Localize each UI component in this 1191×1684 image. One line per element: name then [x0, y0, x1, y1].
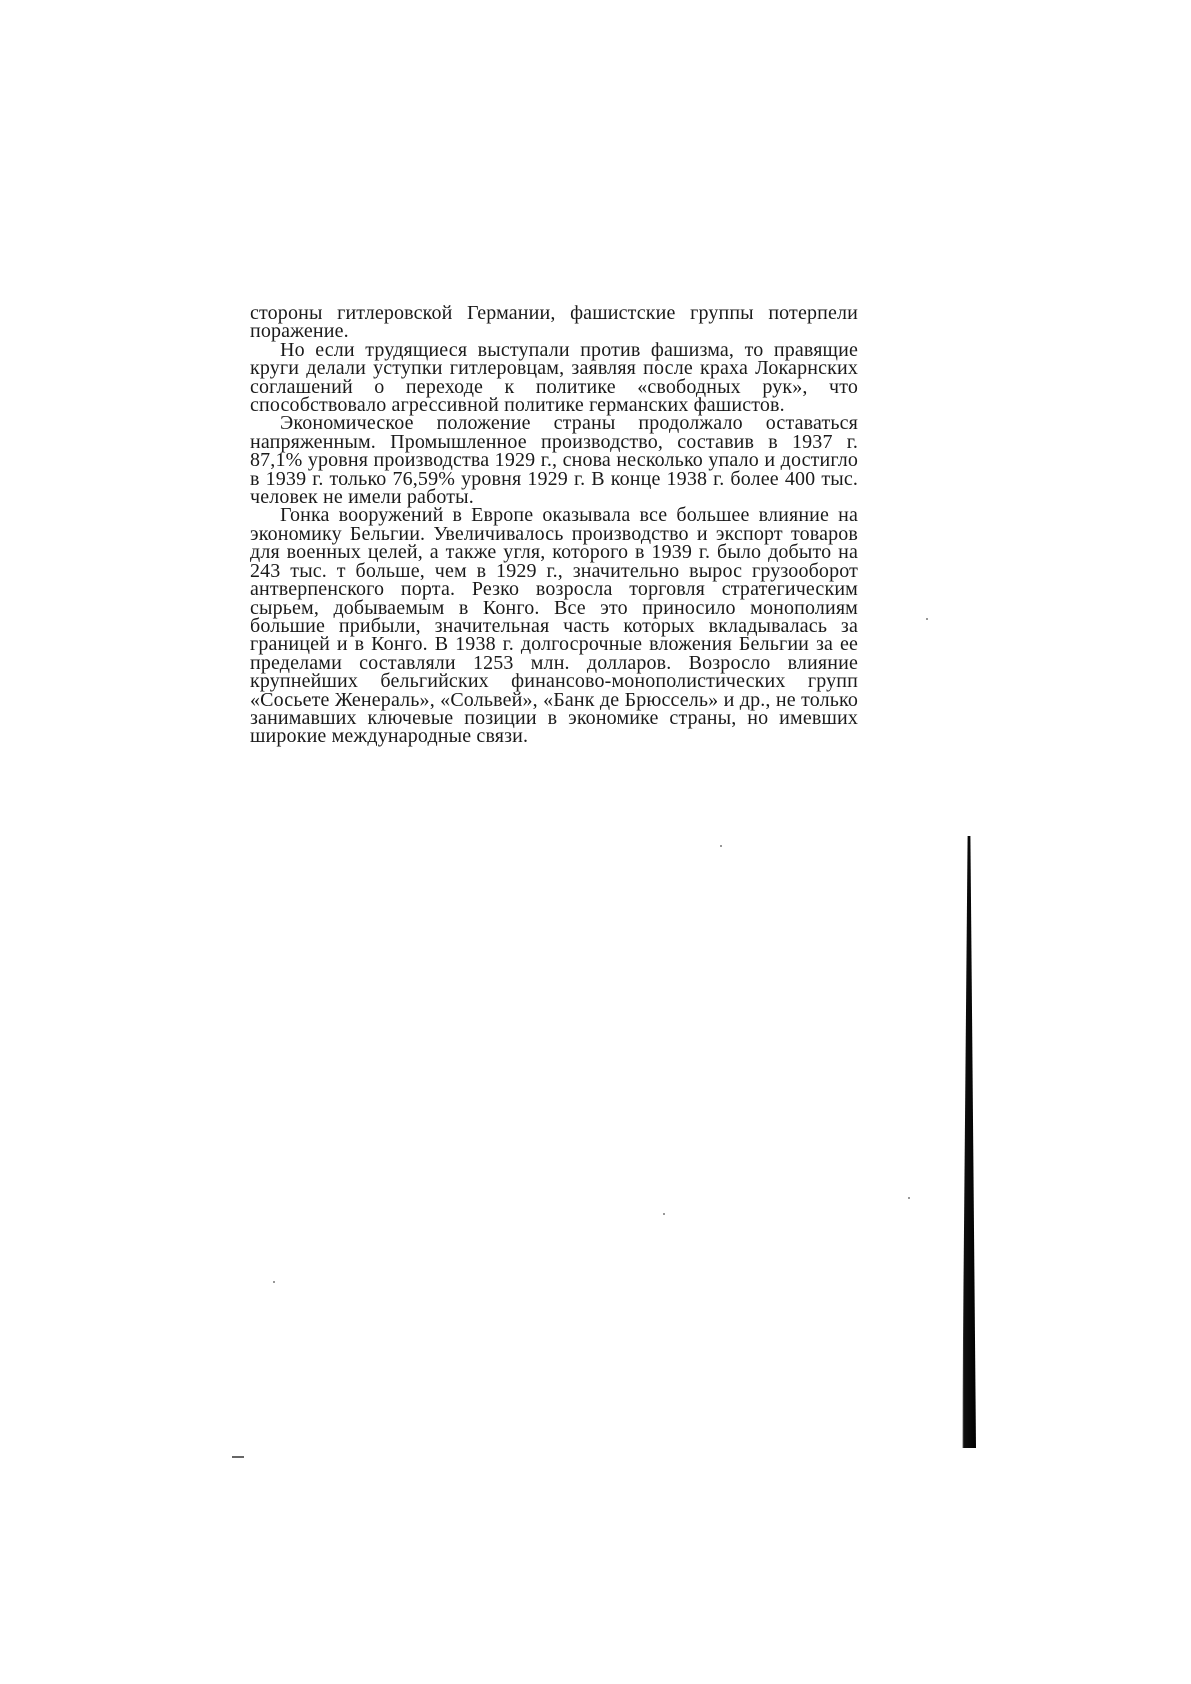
scan-speck: [908, 1197, 910, 1199]
paragraph-3: Экономическое положение страны продолжало оставаться напряженным. Промышленное производство, составив в 1937 г. 87,1% уровня производства 1929 г., снова несколько упало и достигло в 1939 г. только 76,59% уровня 1929 г. В конце 1938 г. более 400 тыс. человек не имели работы.: [250, 412, 858, 509]
body-text: [250, 304, 858, 746]
paragraph-2: Но если трудящиеся выступали против фашизма, то правящие круги делали уступки гитлеровцам, заявляя после краха Локарнских соглашений о переходе к политике «свободных рук», что способствовало агрессивной политике германских фашистов.: [250, 338, 858, 417]
scan-speck: [663, 1213, 665, 1215]
scan-speck: [273, 1281, 275, 1283]
scan-edge-shadow: [962, 836, 976, 1448]
scan-dash-mark: [232, 1456, 244, 1458]
paragraph-4: Гонка вооружений в Европе оказывала все большее влияние на экономику Бельгии. Увеличивалось производство и экспорт товаров для военных целей, а также угля, которого в 1939 г. было добыто на 243 тыс. т больше, чем в 1929 г., значительно вырос грузооборот антверпенского порта. Резко возросла торговля стратегическим сырьем, добываемым в Конго. Все это приносило монополиям большие прибыли, значительная часть которых вкладывалась за границей и в Конго. В 1938 г. долгосрочные вложения Бельгии за ее пределами составляли 1253 млн. долларов. Возросло влияние крупнейших бельгийских финансово-монополистических групп «Сосьете Женераль», «Сольвей», «Банк де Брюссель» и др., не только занимавших ключевые позиции в экономике страны, но имевших широкие международные связи.: [250, 504, 858, 748]
scan-speck: [926, 618, 928, 620]
paragraph-1: стороны гитлеровской Германии, фашистские группы потерпели поражение.: [250, 302, 858, 343]
scan-speck: [720, 845, 722, 847]
